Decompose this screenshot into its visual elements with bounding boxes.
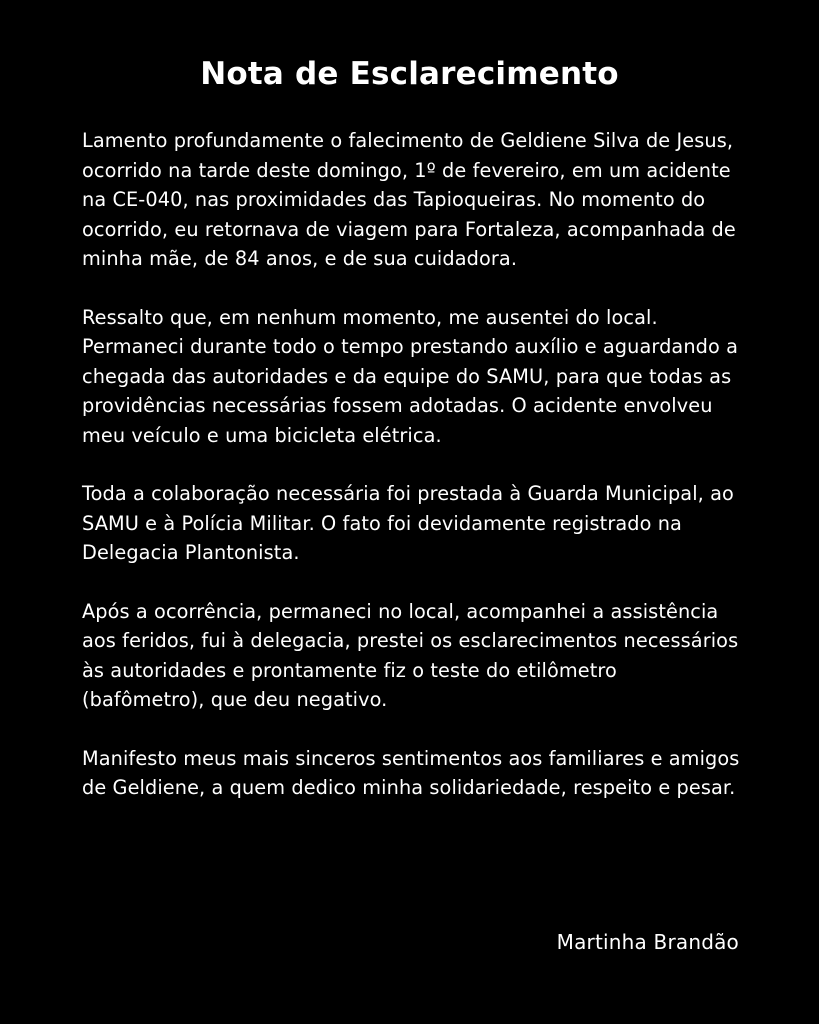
paragraph-presence: Ressalto que, em nenhum momento, me ausentei do local. Permaneci durante todo o tempo prestando auxílio e aguardando a chegada das autoridades e da equipe do SAMU, para que todas as providências necessárias fossem adotadas. O acidente envolveu meu veículo e uma bicicleta elétrica. bbox=[82, 305, 739, 447]
paragraph-sympathy: Manifesto meus mais sinceros sentimentos aos familiares e amigos de Geldiene, a quem dedico minha solidariedade, respeito e pesar. bbox=[82, 746, 740, 799]
signature: Martinha Brandão bbox=[556, 930, 739, 954]
paragraph-aftermath: Após a ocorrência, permaneci no local, acompanhei a assistência aos feridos, fui à delegacia, prestei os esclarecimentos necessários às autoridades e prontamente fiz o teste do etilômetro (bafômetro), que deu negativo. bbox=[82, 599, 739, 711]
page-title: Nota de Esclarecimento bbox=[200, 56, 619, 92]
paragraph-collaboration: Toda a colaboração necessária foi prestada à Guarda Municipal, ao SAMU e à Polícia Militar. O fato foi devidamente registrado na Delegacia Plantonista. bbox=[82, 482, 734, 564]
paragraph-condolence: Lamento profundamente o falecimento de Geldiene Silva de Jesus, ocorrido na tarde deste domingo, 1º de fevereiro, em um acidente na CE-040, nas proximidades das Tapioqueiras. No momento do ocorrido, eu retornava de viagem para Fortaleza, acompanhada de minha mãe, de 84 anos, e de sua cuidadora. bbox=[82, 129, 736, 270]
statement-body bbox=[82, 126, 742, 832]
